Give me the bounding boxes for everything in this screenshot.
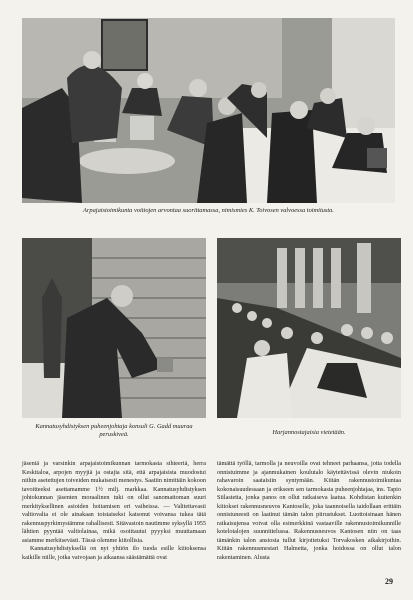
paragraph: tämättä työllä, tarmolla ja neuvoilla ovat tehneet parhaansa, jotta todella onnistuimme ja ajanmukainen koulutalo käytettävissä olevin niukoin rahavaroin saataisiin syntymään. Kiitän rakennustoimikuntaa kokonaisuudessaan ja erikseen sen tarmokasta puheenjohtajaa, ins. Tapio Siilastetta, jonka panos on ollut ratkaiseva laatua. Kohdistan kuitenkin kiitokset rakennusneuvos Kantoselle, joka taannoisella taidollaan erittäin onnistuneesti on laatinut tämän talon piirustukset. Luottoisinaan hänen ratkaisujensa voivat olla esimerkkinä vastaaville rakennustoimikunnille kotelotalojen suunnittelussa. Rakennusneuvos Kantosen niin on taas tämänkin talon ansiosta tullut kirjoitetuksi Torvakosken aikakirjoihin. Kiitän rakennusmestari Halmetta, jonka hoidossa on ollut talon rakentaminen. Alusta [217, 460, 401, 562]
page-number: 29 [385, 577, 393, 586]
caption-cornerstone: Kannatusyhdistyksen puheenjohtaja konsuli G. Gadd muuraa peruskiveä. [35, 423, 193, 438]
text-column-right [217, 460, 401, 563]
text-column-left [22, 460, 206, 563]
caption-lottery-drawing: Arpajaistoimikunta voittojen arvontaa suorittamassa, nimismies K. Toivosen valvoessa toimitusta. [83, 207, 334, 214]
paragraph: jäseniä ja varsinkin arpajaistoimikunnan tarmokasta sihteeriä, herra Keskitaloa, arpojen myyjiä ja ostajia sitä, että arpajaisista muodostui niihin asetettujen toiveiden mukaisesti menestys. Saatiin nimittäin kokoon tavoitteeksi asettamamme 1½ milj. markkaa. Kannatusyhdistyksen johtokunnan jäsenten moraalinen tuki on ollut sanomattoman suuri merkityksellinen asioiden hoitamisen eri vaiheissa. — Valitettavasti valtiovalta ei ole ainakaan toistaiseksi katsonut voivansa tukea tätä rakennuspyrkimystämme rahallisesti. Sitävastoin nautimme syksyllä 1955 lähtien pyyntää valtiolainaa, mikä osoittautui pyyyksi muuttamaan asiamme merkitsevästi. Tässä olemme kiitollisia. [22, 460, 206, 544]
photo-topping-out [217, 238, 401, 418]
photo-lottery-drawing [22, 18, 395, 203]
photo-cornerstone [22, 238, 206, 418]
paragraph: Kannatusyhdistyksellä on nyt yhtiön ilo tuoda esille kiitoksensa kaikille niille, jotka vaivojaan ja aikaansa säästämättä ovat [22, 545, 206, 562]
caption-topping-out: Harjannostajaisia vietetään. [272, 429, 346, 436]
